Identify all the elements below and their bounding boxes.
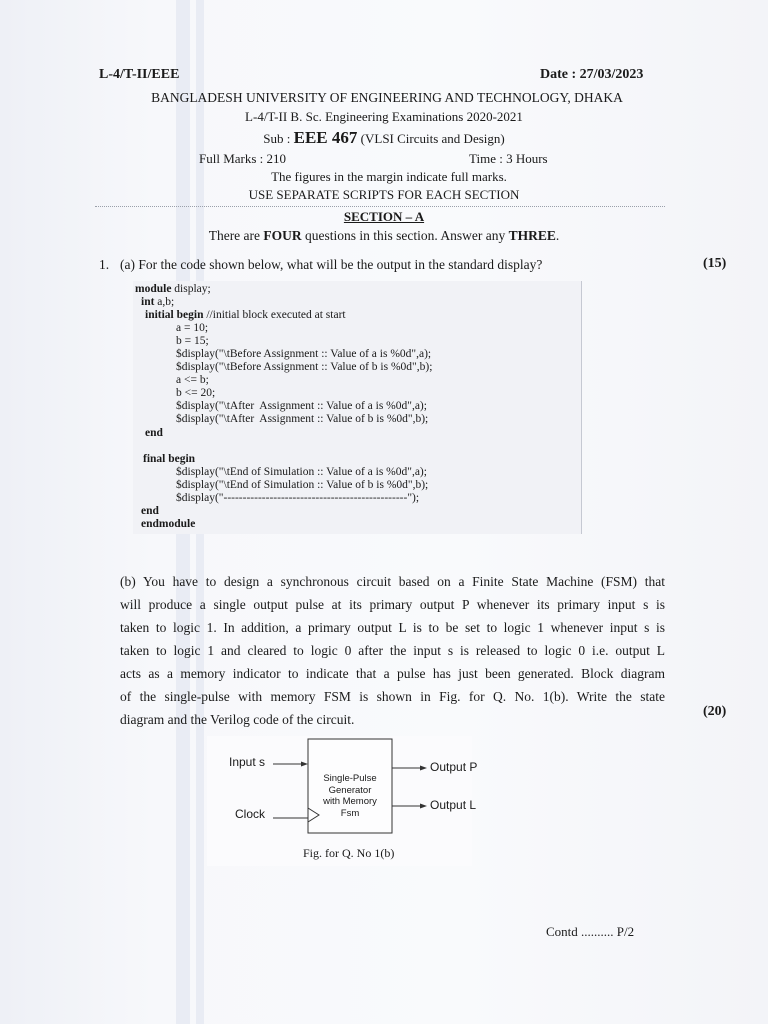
- instr-text-1: There are: [208, 228, 261, 243]
- code-listing: [133, 281, 582, 534]
- question-1b-line: diagram and the Verilog code of the circuit.: [120, 712, 355, 727]
- header-divider: [95, 206, 665, 207]
- question-1b-line: acts as a memory indicator to indicate that a pulse has just been generated. Block diagram: [120, 666, 665, 681]
- code-line: $display("------------------------------------------------");: [176, 492, 420, 504]
- scripts-note: USE SEPARATE SCRIPTS FOR EACH SECTION: [248, 187, 520, 202]
- exam-date: Date : 27/03/2023: [540, 67, 644, 82]
- code-line: endmodule: [141, 518, 196, 530]
- exam-title: L-4/T-II B. Sc. Engineering Examinations 2020-2021: [245, 109, 523, 124]
- section-title: SECTION – A: [343, 209, 425, 224]
- code-line: a = 10;: [176, 322, 209, 334]
- continued-note: Contd .......... P/2: [546, 924, 635, 939]
- code-line: $display("\tEnd of Simulation :: Value of b is %0d",b);: [176, 479, 429, 491]
- exam-time: Time : 3 Hours: [469, 151, 548, 166]
- instr-four: FOUR: [263, 228, 302, 243]
- figure-caption: Fig. for Q. No 1(b): [303, 846, 395, 860]
- fsm-block-diagram: [207, 736, 478, 866]
- question-1b-line: of the single-pulse with memory FSM is shown in Fig. for Q. No. 1(b). Write the state: [120, 689, 665, 704]
- input-s-label: Input s: [229, 755, 266, 769]
- code-line: b = 15;: [176, 335, 209, 347]
- marks-1a: (15): [703, 256, 727, 271]
- question-1b-line: taken to logic 1. In addition, a primary output L is to be set to logic 1 whenever input s is: [120, 620, 665, 635]
- margin-note: The figures in the margin indicate full marks.: [271, 169, 507, 184]
- code-line: b <= 20;: [176, 387, 216, 399]
- block-line: Fsm: [340, 807, 360, 819]
- code-line: end: [141, 505, 159, 517]
- code-line: end: [145, 427, 163, 439]
- block-line: Generator: [328, 784, 372, 796]
- instr-text-2: questions in this section. Answer any: [305, 228, 506, 243]
- code-line: a <= b;: [176, 374, 209, 386]
- fsm-block-label: [308, 773, 392, 819]
- question-1b: [120, 570, 665, 731]
- instr-text-3: .: [555, 228, 560, 243]
- section-instructions: [0, 228, 768, 244]
- output-p-label: Output P: [430, 760, 478, 774]
- question-number: 1.: [99, 257, 110, 272]
- block-line: with Memory: [323, 796, 377, 807]
- marks-1b: (20): [703, 704, 727, 719]
- full-marks: Full Marks : 210: [199, 151, 287, 166]
- question-1b-line: (b) You have to design a synchronous circuit based on a Finite State Machine (FSM) that: [120, 574, 665, 589]
- code-line: $display("\tAfter Assignment :: Value of a is %0d",a);: [176, 400, 427, 412]
- code-line: $display("\tBefore Assignment :: Value of a is %0d",a);: [176, 348, 432, 360]
- course-code: L-4/T-II/EEE: [99, 67, 180, 82]
- clock-label: Clock: [235, 807, 266, 821]
- code-line: module display;: [135, 283, 211, 295]
- code-line: initial begin //initial block executed at start: [145, 309, 346, 321]
- subject-line: [0, 128, 768, 148]
- question-1b-line: will produce a single output pulse at its primary output P whenever its primary input s is: [120, 597, 665, 612]
- code-line: $display("\tBefore Assignment :: Value of b is %0d",b);: [176, 361, 433, 373]
- code-line: $display("\tEnd of Simulation :: Value of a is %0d",a);: [176, 466, 427, 478]
- code-line: final begin: [143, 453, 196, 465]
- question-1a: (a) For the code shown below, what will be the output in the standard display?: [120, 257, 543, 272]
- instr-three: THREE: [508, 228, 556, 243]
- subject-title: (VLSI Circuits and Design): [360, 131, 505, 146]
- subject-prefix: Sub :: [263, 131, 291, 146]
- subject-code: EEE 467: [293, 128, 358, 147]
- output-l-label: Output L: [430, 798, 477, 812]
- code-line: int a,b;: [141, 296, 175, 308]
- question-1b-line: taken to logic 1 and cleared to logic 0 after the input s is released to logic 0 i.e. output L: [120, 643, 665, 658]
- code-line: $display("\tAfter Assignment :: Value of b is %0d",b);: [176, 413, 429, 425]
- block-line: Single-Pulse: [323, 773, 377, 784]
- university-name: BANGLADESH UNIVERSITY OF ENGINEERING AND TECHNOLOGY, DHAKA: [151, 90, 623, 105]
